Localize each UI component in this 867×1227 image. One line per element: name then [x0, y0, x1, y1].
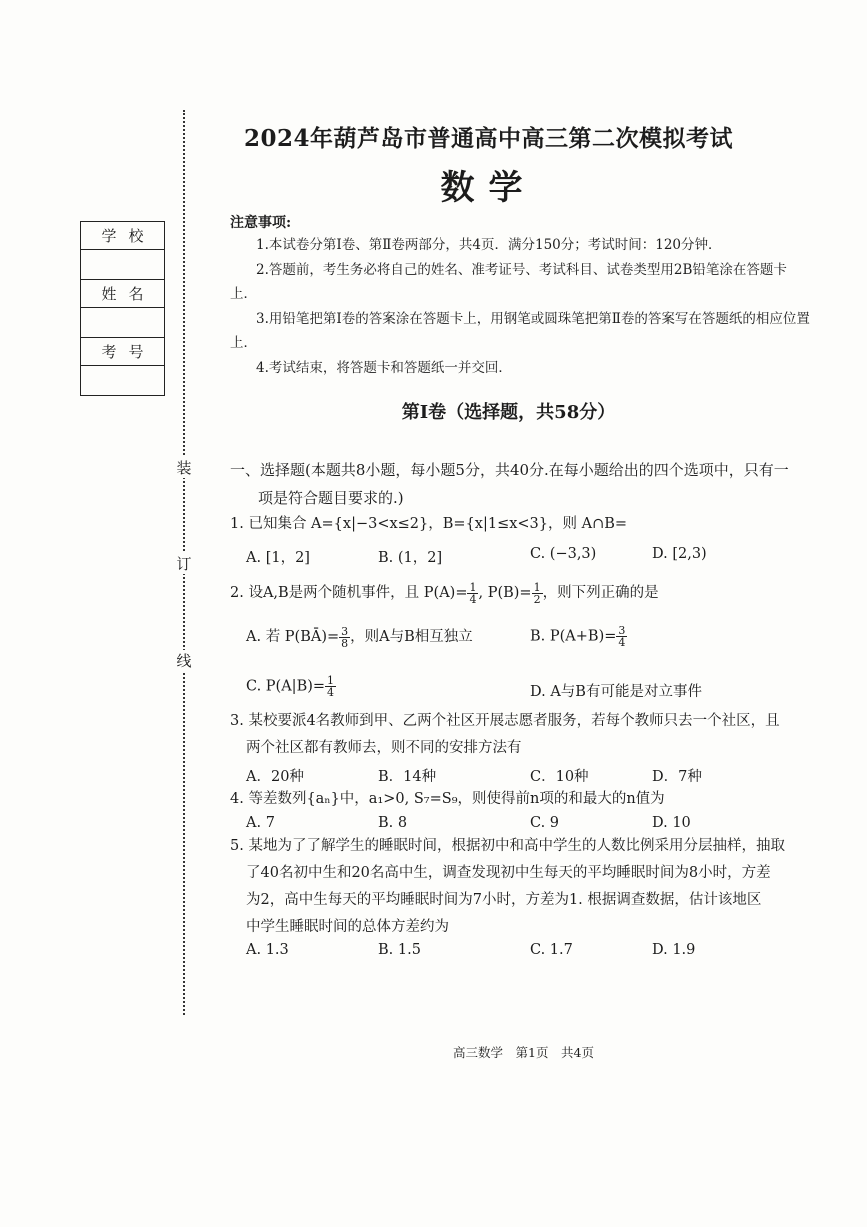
q3-line1: 3. 某校要派4名教师到甲、乙两个社区开展志愿者服务，若每个教师只去一个社区，且 [230, 713, 780, 729]
question-5-options [246, 942, 816, 966]
option-c[interactable]: C. (−3,3) [530, 546, 597, 562]
option-b-prefix: B. P(A+B)= [530, 628, 617, 645]
notice-list [230, 233, 810, 380]
question-1-options [246, 546, 816, 570]
school-label: 学校 [81, 222, 165, 250]
school-field[interactable] [81, 250, 165, 280]
option-a[interactable]: A. 7 [246, 815, 275, 831]
question-2-options-row2 [246, 675, 816, 705]
fraction-optc [325, 675, 336, 698]
question-5 [230, 833, 820, 941]
q2-suffix: ，则下列正确的是 [542, 585, 659, 601]
name-label: 姓名 [81, 280, 165, 308]
exam-title: 2024年葫芦岛市普通高中高三第二次模拟考试 [243, 125, 733, 152]
notice-item: 3.用铅笔把第Ⅰ卷的答案涂在答题卡上，用钢笔或圆珠笔把第Ⅱ卷的答案写在答题纸的相应位置上． [230, 310, 810, 351]
option-a[interactable]: A. 1.3 [246, 942, 289, 958]
frac-den: 4 [469, 592, 477, 606]
option-a-suffix: ，则A与B相互独立 [350, 629, 473, 645]
q5-line3: 为2，高中生每天的平均睡眠时间为7小时，方差为1. 根据调查数据，估计该地区 [246, 892, 762, 908]
question-2-options-row1 [246, 625, 816, 655]
notice-heading: 注意事项: [230, 215, 292, 231]
fraction-optb [616, 625, 627, 648]
frac-den: 8 [341, 636, 349, 650]
section-title: 第Ⅰ卷（选择题，共58分） [401, 402, 616, 423]
question-2 [230, 578, 820, 608]
part-instructions [230, 456, 815, 512]
fraction-pb [532, 582, 543, 605]
option-c[interactable]: C．10种 [530, 769, 589, 785]
page-footer: 高三数学 第1页 共4页 [453, 1045, 594, 1060]
option-d[interactable]: D. [2,3) [652, 546, 707, 562]
student-info-table [80, 221, 165, 396]
option-c[interactable] [246, 675, 336, 698]
name-field[interactable] [81, 308, 165, 338]
binding-char-xian: 线 [170, 650, 198, 671]
option-c[interactable]: C. 9 [530, 815, 560, 831]
option-b[interactable]: B. 1.5 [378, 942, 421, 958]
frac-num: 3 [341, 624, 349, 638]
option-c-prefix: C. P(A|B)= [246, 678, 326, 695]
option-a[interactable] [246, 625, 473, 649]
frac-den: 2 [533, 592, 541, 606]
option-d[interactable]: D. 1.9 [652, 942, 696, 958]
option-a-prefix: A. 若 P(BĀ)= [246, 629, 340, 645]
frac-num: 1 [533, 580, 541, 594]
option-d[interactable]: D. 10 [652, 815, 691, 831]
notice-item: 1.本试卷分第Ⅰ卷、第Ⅱ卷两部分，共4页．满分150分；考试时间：120分钟． [256, 237, 722, 253]
frac-num: 1 [469, 580, 477, 594]
frac-num: 3 [618, 624, 626, 637]
q2-prefix: 2. 设A,B是两个随机事件，且 P(A)= [230, 585, 468, 601]
option-d[interactable]: D. A与B有可能是对立事件 [530, 684, 702, 700]
option-a[interactable]: A．20种 [246, 769, 304, 785]
binding-char-zhuang: 装 [170, 457, 198, 478]
q3-line2: 两个社区都有教师去，则不同的安排方法有 [246, 740, 522, 756]
frac-num: 1 [327, 674, 335, 687]
option-b[interactable]: B．14种 [378, 769, 437, 785]
part-instructions-line1: 一、选择题(本题共8小题，每小题5分，共40分.在每小题给出的四个选项中，只有一 [230, 461, 789, 479]
q5-line1: 5. 某地为了了解学生的睡眠时间，根据初中和高中学生的人数比例采用分层抽样，抽取 [230, 838, 785, 854]
fraction-opta [339, 626, 350, 649]
q5-line2: 了40名初中生和20名高中生，调查发现初中生每天的平均睡眠时间为8小时，方差 [246, 865, 771, 881]
question-1: 1. 已知集合 A={x|−3<x≤2}，B={x|1≤x<3}，则 A∩B= [230, 516, 628, 532]
exam-number-label: 考号 [81, 338, 165, 366]
fraction-pa [467, 582, 478, 605]
question-4: 4. 等差数列{aₙ}中，a₁>0, S₇=S₉，则使得前n项的和最大的n值为 [230, 791, 665, 807]
frac-den: 4 [327, 686, 335, 699]
option-c[interactable]: C. 1.7 [530, 942, 573, 958]
exam-number-field[interactable] [81, 366, 165, 396]
notice-item: 4.考试结束，将答题卡和答题纸一并交回． [256, 359, 512, 376]
q2-mid: , P(B)= [478, 585, 532, 601]
option-d[interactable]: D．7种 [652, 769, 702, 785]
frac-den: 4 [618, 636, 626, 649]
option-b[interactable]: B. 8 [378, 815, 408, 831]
option-a[interactable]: A. [1，2] [246, 550, 310, 566]
q5-line4: 中学生睡眠时间的总体方差约为 [246, 919, 449, 935]
part-instructions-line2: 项是符合题目要求的.) [258, 489, 404, 507]
exam-subject: 数学 [440, 168, 537, 208]
binding-char-ding: 订 [170, 553, 198, 574]
option-b[interactable] [530, 625, 627, 648]
notice-item: 2.答题前，考生务必将自己的姓名、准考证号、考试科目、试卷类型用2B铅笔涂在答题卡上． [230, 261, 787, 302]
option-b[interactable]: B. (1，2] [378, 550, 443, 566]
question-3 [230, 708, 820, 762]
